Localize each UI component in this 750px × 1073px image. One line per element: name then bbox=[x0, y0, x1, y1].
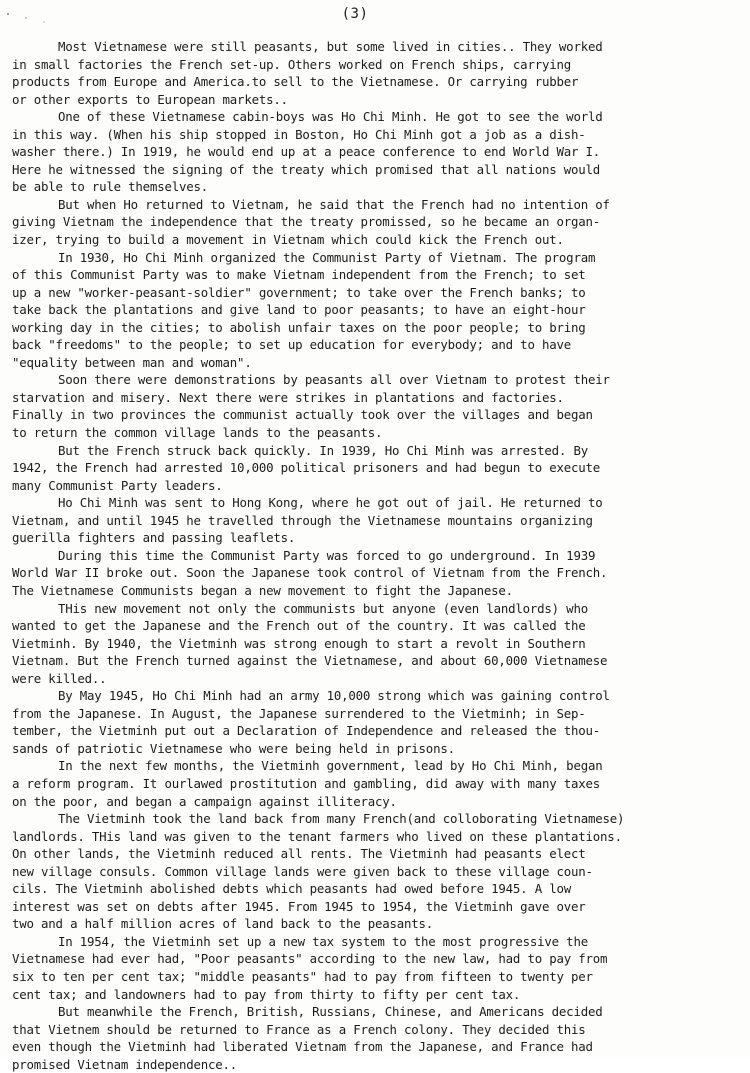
text-line: But when Ho returned to Vietnam, he said that the French had no intention of bbox=[58, 196, 610, 212]
text-line: interest was set on debts after 1945. From 1945 to 1954, the Vietminh gave over bbox=[12, 898, 586, 914]
text-line: wanted to get the Japanese and the French out of the country. It was called the bbox=[12, 618, 586, 634]
text-line: 1942, the French had arrested 10,000 political prisoners and had begun to execute bbox=[12, 460, 601, 476]
text-line: products from Europe and America.to sell to the Vietnamese. Or carrying rubber bbox=[12, 74, 579, 90]
text-line: Soon there were demonstrations by peasants all over Vietnam to protest their bbox=[58, 372, 610, 388]
text-line: up a new "worker-peasant-soldier" government; to take over the French banks; to bbox=[12, 284, 586, 300]
text-line: to return the common village lands to the peasants. bbox=[12, 425, 383, 441]
text-line: landlords. THis land was given to the tenant farmers who lived on these plantations. bbox=[12, 828, 622, 844]
text-line: But the French struck back quickly. In 1939, Ho Chi Minh was arrested. By bbox=[58, 442, 588, 458]
text-line: During this time the Communist Party was forced to go underground. In 1939 bbox=[58, 547, 596, 563]
text-line: One of these Vietnamese cabin-boys was Ho Chi Minh. He got to see the world bbox=[58, 109, 603, 125]
text-line: But meanwhile the French, British, Russians, Chinese, and Americans decided bbox=[58, 1004, 603, 1020]
text-line: Vietnamese had ever had, "Poor peasants" according to the new law, had to pay from bbox=[12, 951, 608, 967]
text-line: The Vietminh took the land back from many French(and colloborating Vietnamese) bbox=[58, 811, 625, 827]
paragraph bbox=[12, 108, 740, 196]
text-line: new village consuls. Common village lands were given back to these village coun- bbox=[12, 863, 593, 879]
text-line: Ho Chi Minh was sent to Hong Kong, where he got out of jail. He returned to bbox=[58, 495, 603, 511]
paragraph bbox=[12, 687, 740, 757]
text-line: Vietminh. By 1940, the Vietminh was strong enough to start a revolt in Southern bbox=[12, 635, 586, 651]
text-line: Most Vietnamese were still peasants, but some lived in cities.. They worked bbox=[58, 39, 603, 54]
text-line: "equality between man and woman". bbox=[12, 354, 252, 370]
text-line: In 1930, Ho Chi Minh organized the Communist Party of Vietnam. The program bbox=[58, 249, 596, 265]
text-line: tember, the Vietminh put out a Declaration of Independence and released the thou- bbox=[12, 723, 601, 739]
text-line: promised Vietnam independence.. bbox=[12, 1056, 238, 1072]
text-line: were killed.. bbox=[12, 670, 107, 686]
text-line: By May 1945, Ho Chi Minh had an army 10,000 strong which was gaining control bbox=[58, 688, 610, 704]
paragraph bbox=[12, 1003, 740, 1073]
text-line: take back the plantations and give land to poor peasants; to have an eight-hour bbox=[12, 302, 586, 318]
text-line: in small factories the French set-up. Others worked on French ships, carrying bbox=[12, 56, 572, 72]
text-line: The Vietnamese Communists began a new movement to fight the Japanese. bbox=[12, 582, 513, 598]
text-line: giving Vietnam the independence that the treaty promissed, so he became an organ- bbox=[12, 214, 601, 230]
document-body bbox=[12, 38, 740, 1073]
text-line: back "freedoms" to the people; to set up education for everybody; and to have bbox=[12, 337, 572, 353]
text-line: In 1954, the Vietminh set up a new tax system to the most progressive the bbox=[58, 933, 588, 949]
text-line: many Communist Party leaders. bbox=[12, 477, 223, 493]
text-line: in this way. (When his ship stopped in Boston, Ho Chi Minh got a job as a dish- bbox=[12, 126, 586, 142]
text-line: Here he witnessed the signing of the treaty which promised that all nations would bbox=[12, 161, 601, 177]
paragraph bbox=[12, 600, 740, 688]
paragraph bbox=[12, 933, 740, 1003]
text-line: that Vietnem should be returned to France as a French colony. They decided this bbox=[12, 1021, 586, 1037]
paragraph bbox=[12, 757, 740, 810]
text-line: cent tax; and landowners had to pay from thirty to fifty per cent tax. bbox=[12, 986, 521, 1002]
text-line: washer there.) In 1919, he would end up at a peace conference to end World War I. bbox=[12, 144, 601, 160]
text-line: izer, trying to build a movement in Vietnam which could kick the French out. bbox=[12, 232, 564, 248]
text-line: even though the Vietminh had liberated Vietnam from the Japanese, and France had bbox=[12, 1039, 593, 1055]
text-line: working day in the cities; to abolish unfair taxes on the poor people; to bring bbox=[12, 319, 586, 335]
paragraph bbox=[12, 38, 740, 108]
text-line: In the next few months, the Vietminh government, lead by Ho Chi Minh, began bbox=[58, 758, 603, 774]
text-line: of this Communist Party was to make Vietnam independent from the French; to set bbox=[12, 267, 586, 283]
paragraph bbox=[12, 494, 740, 547]
text-line: guerilla fighters and passing leaflets. bbox=[12, 530, 296, 546]
paragraph bbox=[12, 442, 740, 495]
paragraph bbox=[12, 371, 740, 441]
text-line: Vietnam, and until 1945 he travelled through the Vietnamese mountains organizing bbox=[12, 512, 593, 528]
text-line: THis new movement not only the communists but anyone (even landlords) who bbox=[58, 600, 588, 616]
text-line: six to ten per cent tax; "middle peasants" had to pay from fifteen to twenty per bbox=[12, 968, 593, 984]
paragraph bbox=[12, 810, 740, 933]
page-number: (3) bbox=[341, 6, 369, 22]
text-line: Finally in two provinces the communist actually took over the villages and began bbox=[12, 407, 593, 423]
text-line: World War II broke out. Soon the Japanese took control of Vietnam from the French. bbox=[12, 565, 608, 581]
text-line: from the Japanese. In August, the Japanese surrendered to the Vietminh; in Sep- bbox=[12, 705, 586, 721]
text-line: on the poor, and began a campaign against illiteracy. bbox=[12, 793, 397, 809]
text-line: Vietnam. But the French turned against the Vietnamese, and about 60,000 Vietnamese bbox=[12, 653, 608, 669]
paragraph bbox=[12, 249, 740, 372]
text-line: or other exports to European markets.. bbox=[12, 91, 288, 107]
paragraph bbox=[12, 547, 740, 600]
text-line: cils. The Vietminh abolished debts which peasants had owed before 1945. A low bbox=[12, 881, 572, 897]
text-line: two and a half million acres of land back to the peasants. bbox=[12, 916, 434, 932]
text-line: starvation and misery. Next there were strikes in plantations and factories. bbox=[12, 389, 564, 405]
text-line: be able to rule themselves. bbox=[12, 179, 209, 195]
paragraph bbox=[12, 196, 740, 249]
text-line: sands of patriotic Vietnamese who were being held in prisons. bbox=[12, 740, 455, 756]
text-line: a reform program. It ourlawed prostitution and gambling, did away with many taxes bbox=[12, 775, 601, 791]
text-line: On other lands, the Vietminh reduced all rents. The Vietminh had peasants elect bbox=[12, 846, 586, 862]
